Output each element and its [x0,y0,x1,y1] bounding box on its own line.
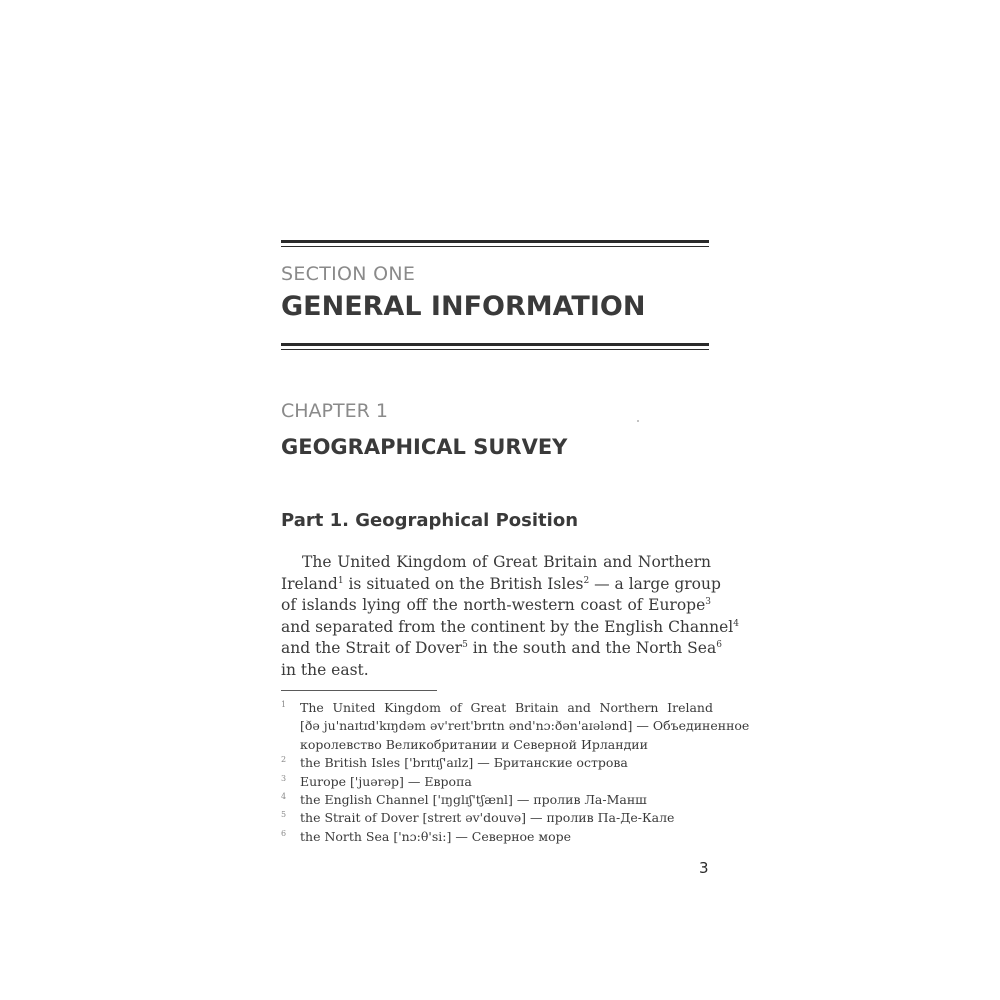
paragraph-text: Ireland [281,574,338,593]
footnote [281,791,713,809]
footnote-ref: 2 [583,575,590,586]
footnote-line: королевство Великобритании и Северной Ирландии [300,736,648,752]
footnote [281,809,713,827]
footnote-number: 5 [281,810,287,820]
rule-thin-line [281,349,709,350]
footnote-line: Europe ['juərəp] — Европа [300,773,472,789]
footnote-ref: 1 [337,575,344,586]
paragraph-text: in the south and the North Sea [467,639,717,658]
footnote [281,754,713,772]
paragraph-text: The United Kingdom of Great Britain and Northern [302,553,711,571]
paragraph-line [281,595,711,617]
rule-thin-line [281,246,709,247]
footnote-number: 4 [281,792,287,802]
paragraph-line [281,617,739,639]
footnote [281,828,713,846]
paragraph-line [281,638,722,660]
paragraph-text: is situated on the British Isles [343,574,584,593]
footnote-line: [ðə ju'naɪtɪd'kɪŋdəm əv'reɪt'brɪtn ənd'nɔ:ðən'aɪələnd] — Объединенное [300,718,750,734]
paragraph-text: and the Strait of Dover [281,639,463,658]
chapter-label: CHAPTER 1 [281,400,388,422]
scan-speck [637,420,639,422]
footnote-number: 1 [281,700,287,709]
section-top-rule [281,240,709,247]
footnote-line: The United Kingdom of Great Britain and Northern Ireland [300,700,713,715]
section-title: GENERAL INFORMATION [281,291,646,322]
footnote-ref: 6 [716,640,722,651]
footnote-line: the North Sea ['nɔ:θ'si:] — Северное море [300,828,572,844]
paragraph-line [281,660,711,682]
footnote-ref: 4 [733,618,739,629]
paragraph-line [281,552,711,574]
section-label: SECTION ONE [281,263,416,285]
footnote-number: 2 [281,755,287,765]
rule-thick-line [281,343,709,346]
part-title: Part 1. Geographical Position [281,510,579,531]
rule-thick-line [281,240,709,243]
paragraph-text: and separated from the continent by the English Channel [281,617,734,636]
footnote-number: 3 [281,773,287,783]
footnotes [281,699,750,846]
page-number: 3 [699,859,709,877]
footnote [281,699,750,754]
paragraph-text: in the east. [281,660,369,679]
section-bottom-rule [281,343,709,350]
footnote-line: the British Isles ['brɪtɪʃ'aɪlz] — Британские острова [300,755,628,771]
footnote-line: the Strait of Dover [streɪt əv'douvə] — пролив Па-Де-Кале [300,810,675,826]
paragraph-text: of islands lying off the north-western coast of Europe [281,596,706,615]
paragraph-text: — a large group [589,574,721,593]
footnote-separator [281,690,437,691]
chapter-title: GEOGRAPHICAL SURVEY [281,435,568,459]
footnote-ref: 3 [705,597,711,608]
footnote-number: 6 [281,828,287,838]
footnote-line: the English Channel ['ɪŋglɪʃ'tʃænl] — пролив Ла-Манш [300,792,647,808]
body-paragraph [281,552,739,682]
footnote-ref: 5 [462,640,468,651]
paragraph-line [281,574,721,596]
footnote [281,773,713,791]
